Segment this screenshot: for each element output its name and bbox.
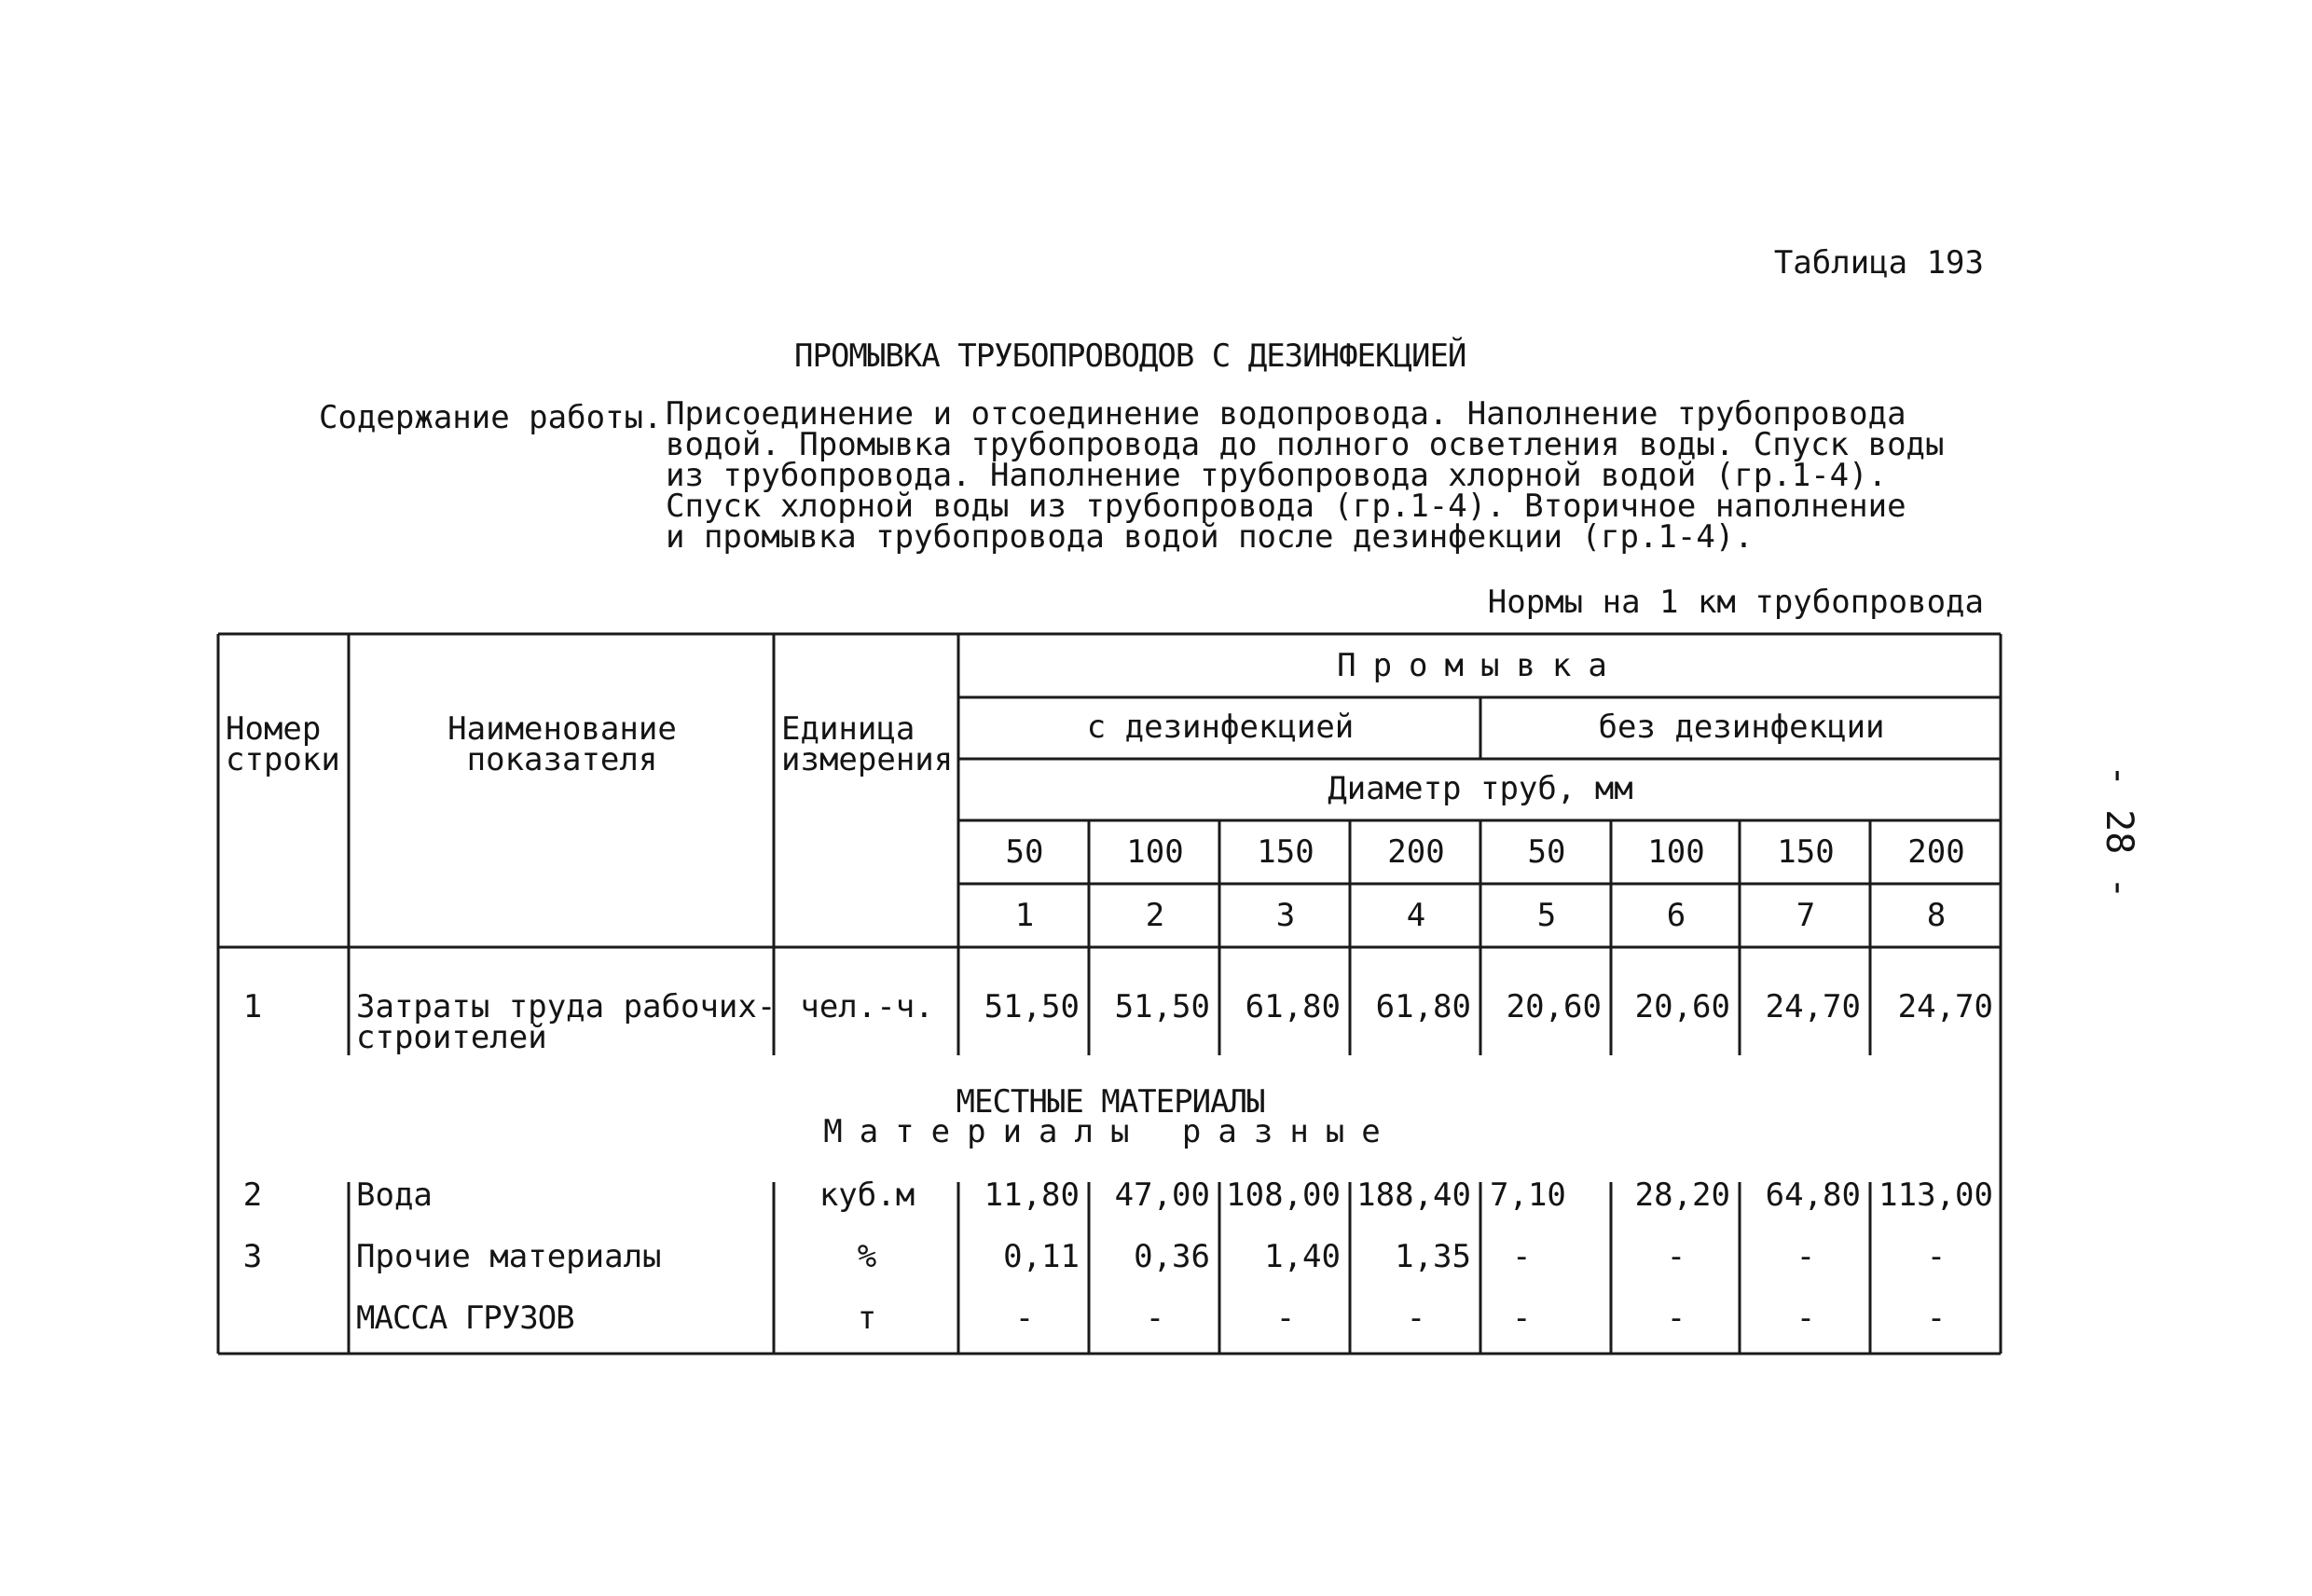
row-value: 47,00 — [1114, 1176, 1210, 1214]
row-number: 2 — [242, 1176, 263, 1214]
header-with-disinfection: с дезинфекцией — [1086, 709, 1355, 746]
diameter-cell: 200 — [1387, 833, 1445, 871]
row-value: - — [1796, 1300, 1816, 1337]
row-value: 51,50 — [1114, 988, 1210, 1025]
header-without-disinfection: без дезинфекции — [1598, 709, 1885, 746]
work-content-line: Присоединение и отсоединение водопровода. Наполнение трубопровода — [666, 395, 1906, 433]
diameter-cell: 50 — [1005, 833, 1044, 871]
row-value: - — [1275, 1300, 1296, 1337]
row-value: 11,80 — [984, 1176, 1080, 1214]
column-number: 3 — [1275, 897, 1296, 934]
row-name: Прочие материалы — [356, 1238, 662, 1275]
header-unit-line: Единица — [781, 710, 915, 748]
section-subtitle: Материалы разные — [823, 1113, 1397, 1150]
row-value: 108,00 — [1226, 1176, 1341, 1214]
row-value: - — [1512, 1300, 1532, 1337]
work-content-text — [666, 395, 1945, 556]
row-value: - — [1666, 1300, 1686, 1337]
column-number: 7 — [1796, 897, 1816, 934]
row-value: 24,70 — [1897, 988, 1993, 1025]
header-row-number-line: Номер — [226, 710, 322, 748]
section-title: МЕСТНЫЕ МАТЕРИАЛЫ — [956, 1083, 1265, 1121]
row-value: - — [1796, 1238, 1816, 1275]
row-value: 7,10 — [1490, 1176, 1566, 1214]
row-value: 24,70 — [1765, 988, 1861, 1025]
row-value: 1,40 — [1264, 1238, 1341, 1275]
row-value: - — [1666, 1238, 1686, 1275]
work-content-line: из трубопровода. Наполнение трубопровода хлорной водой (гр.1-4). — [666, 457, 1888, 494]
row-value: 0,11 — [1003, 1238, 1080, 1275]
row-value: 20,60 — [1634, 988, 1730, 1025]
row-value: 61,80 — [1375, 988, 1471, 1025]
row-name: МАССА ГРУЗОВ — [356, 1300, 574, 1337]
diameter-cell: 200 — [1907, 833, 1965, 871]
header-unit-line: измерения — [781, 741, 954, 778]
work-content-label: Содержание работы. — [319, 399, 663, 436]
header-row-number-line: строки — [226, 741, 340, 778]
header-flushing: Промывка — [1337, 647, 1624, 684]
header-row-number — [226, 710, 340, 778]
row-name-line: строителей — [356, 1019, 547, 1056]
header-indicator — [351, 710, 774, 778]
row-number: 1 — [242, 988, 263, 1025]
row-unit: чел.-ч. — [800, 988, 934, 1025]
column-number: 6 — [1666, 897, 1686, 934]
row-value: - — [1926, 1300, 1947, 1337]
row-value: 64,80 — [1765, 1176, 1861, 1214]
header-indicator-line: показателя — [466, 741, 658, 778]
row-name-line: Затраты труда рабочих- — [356, 988, 777, 1025]
column-number: 5 — [1536, 897, 1557, 934]
diameter-cell: 150 — [1777, 833, 1835, 871]
header-pipe-diameter: Диаметр труб, мм — [1328, 770, 1633, 807]
row-number: 3 — [242, 1238, 263, 1275]
header-unit — [781, 710, 954, 778]
row-value: - — [1512, 1238, 1532, 1275]
row-unit: % — [857, 1238, 877, 1275]
row-value: 20,60 — [1506, 988, 1602, 1025]
row-value: 113,00 — [1878, 1176, 1993, 1214]
diameter-cell: 150 — [1257, 833, 1314, 871]
work-content-line: Спуск хлорной воды из трубопровода (гр.1-4). Вторичное наполнение — [666, 488, 1906, 525]
table-number: Таблица 193 — [1773, 244, 1984, 282]
row-unit: т — [857, 1300, 877, 1337]
row-value: 1,35 — [1395, 1238, 1471, 1275]
row-name — [356, 988, 777, 1056]
row-value: 61,80 — [1245, 988, 1341, 1025]
diameter-cell: 100 — [1647, 833, 1705, 871]
row-value: - — [1145, 1300, 1165, 1337]
work-content-line: водой. Промывка трубопровода до полного осветления воды. Спуск воды — [666, 426, 1945, 463]
row-unit: куб.м — [819, 1176, 915, 1214]
row-value: - — [1014, 1300, 1035, 1337]
column-number: 8 — [1926, 897, 1947, 934]
row-name: Вода — [356, 1176, 433, 1214]
page-title: ПРОМЫВКА ТРУБОПРОВОДОВ С ДЕЗИНФЕКЦИЕЙ — [794, 337, 1466, 375]
row-value: 51,50 — [984, 988, 1080, 1025]
page-number: - 28 - — [2098, 764, 2140, 900]
header-indicator-line: Наименование — [447, 710, 677, 748]
diameter-cell: 100 — [1126, 833, 1184, 871]
column-number: 4 — [1406, 897, 1426, 934]
column-number: 2 — [1145, 897, 1165, 934]
row-value: - — [1406, 1300, 1426, 1337]
row-value: 0,36 — [1134, 1238, 1210, 1275]
row-value: 188,40 — [1356, 1176, 1471, 1214]
diameter-cell: 50 — [1527, 833, 1566, 871]
work-content-line: и промывка трубопровода водой после дезинфекции (гр.1-4). — [666, 518, 1754, 556]
row-value: - — [1926, 1238, 1947, 1275]
row-value: 28,20 — [1634, 1176, 1730, 1214]
column-number: 1 — [1014, 897, 1035, 934]
units-note: Нормы на 1 км трубопровода — [1487, 584, 1984, 621]
